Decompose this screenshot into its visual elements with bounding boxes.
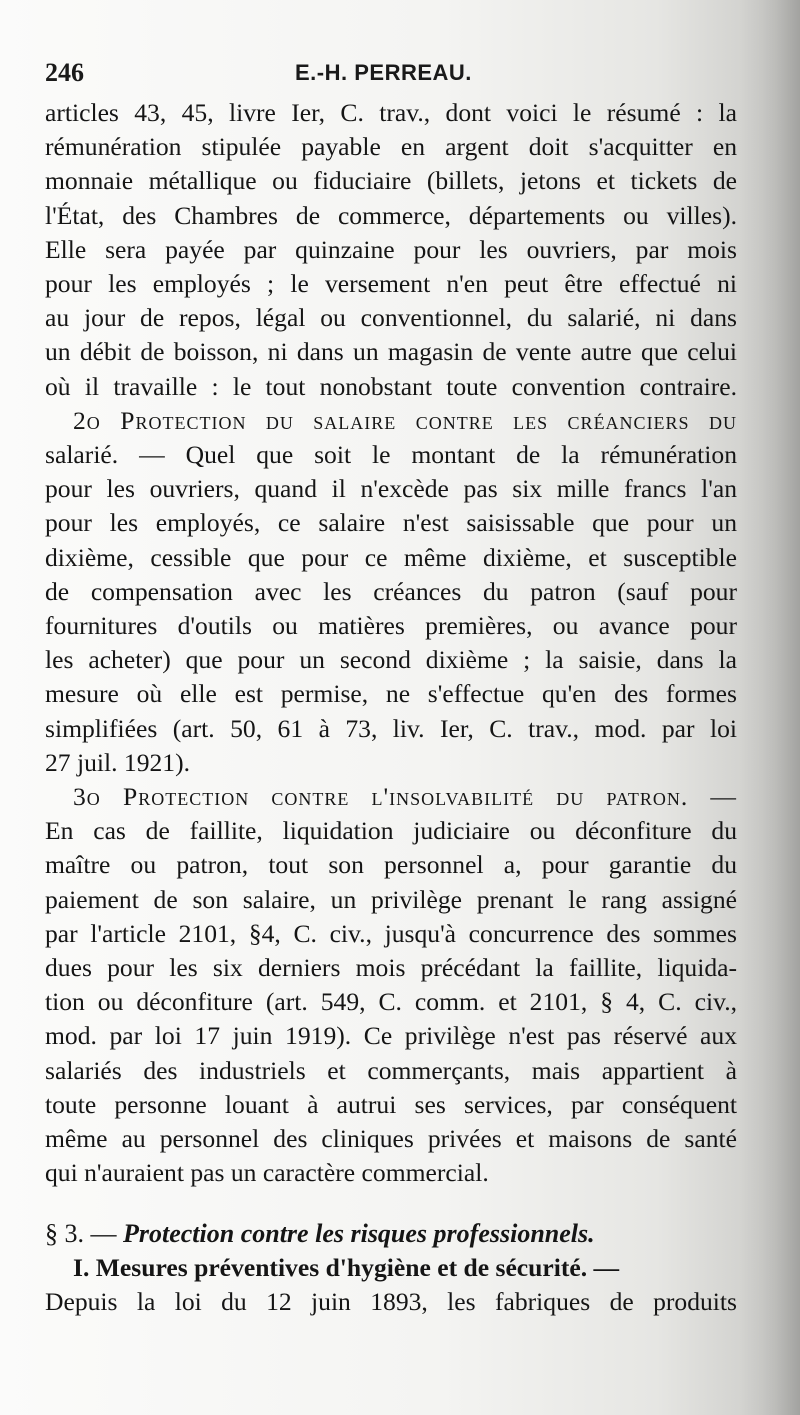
text-line: 27 juil. 1921).	[45, 747, 191, 777]
text-line: même au personnel des cliniques privées et maisons de santé	[45, 1124, 737, 1154]
page-number: 246	[45, 58, 84, 87]
text-line: paiement de son salaire, un privilège prenant le rang assigné	[45, 884, 737, 914]
text-line: où il travaille : le tout nonobstant toute convention contraire.	[45, 371, 737, 401]
section-title: Protection contre les risques professionnels.	[123, 1218, 595, 1248]
paragraph-heading: I. Mesures préventives d'hygiène et de sécurité. —	[73, 1252, 620, 1282]
text-line: dues pour les six derniers mois précédant la faillite, liquida-	[45, 953, 737, 983]
section-heading	[45, 1217, 737, 1251]
text-line: pour les employés ; le versement n'en peut être effectué ni	[45, 269, 737, 299]
text-line: les acheter) que pour un second dixième ; la saisie, dans la	[45, 645, 737, 675]
text-line: pour les employés, ce salaire n'est saisissable que pour un	[45, 508, 737, 538]
text-line: maître ou patron, tout son personnel a, pour garantie du	[45, 850, 737, 880]
paragraph-wage-payment	[45, 96, 737, 404]
text-line: mesure où elle est permise, ne s'effectue qu'en des formes	[45, 679, 737, 709]
text-line: salarié. — Quel que soit le montant de la rémunération	[45, 440, 737, 470]
text-line: monnaie métallique ou fiduciaire (billets, jetons et tickets de	[45, 166, 737, 196]
text-line: fournitures d'outils ou matières premières, ou avance pour	[45, 611, 737, 641]
section-spacer	[45, 1191, 737, 1205]
text-line: par l'article 2101, §4, C. civ., jusqu'à concurrence des sommes	[45, 918, 737, 948]
text-line: toute personne louant à autrui ses services, par conséquent	[45, 1089, 737, 1119]
paragraph-heading: 2o Protection du salaire contre les créanciers du	[73, 405, 737, 435]
text-line: articles 43, 45, livre Ier, C. trav., dont voici le résumé : la	[45, 98, 737, 127]
text-line: salariés des industriels et commerçants, mais appartient à	[45, 1055, 737, 1085]
text-line: pour les ouvriers, quand il n'excède pas six mille francs l'an	[45, 474, 737, 504]
text-line: Depuis la loi du 12 juin 1893, les fabriques de produits	[45, 1286, 737, 1316]
page-header	[45, 58, 745, 94]
paragraph-heading: 3o Protection contre l'insolvabilité du patron. —	[73, 782, 737, 812]
text-line: rémunération stipulée payable en argent doit s'acquitter en	[45, 132, 737, 162]
text-line: Elle sera payée par quinzaine pour les ouvriers, par mois	[45, 234, 737, 264]
paragraph-creditor-protection	[45, 404, 737, 780]
paragraph-insolvency-protection	[45, 780, 737, 1190]
text-line: tion ou déconfiture (art. 549, C. comm. et 2101, § 4, C. civ.,	[45, 987, 737, 1017]
text-line: l'État, des Chambres de commerce, départements ou villes).	[45, 200, 737, 230]
section-number: § 3. —	[45, 1218, 117, 1248]
text-line: qui n'auraient pas un caractère commercial.	[45, 1158, 489, 1188]
running-head: E.-H. PERREAU.	[295, 60, 472, 85]
text-line: au jour de repos, légal ou conventionnel, du salarié, ni dans	[45, 303, 737, 333]
text-line: mod. par loi 17 juin 1919). Ce privilège n'est pas réservé aux	[45, 1021, 737, 1051]
text-line: de compensation avec les créances du patron (sauf pour	[45, 576, 737, 606]
page-body	[45, 96, 737, 1319]
text-line: un débit de boisson, ni dans un magasin de vente autre que celui	[45, 337, 737, 367]
paragraph-preventive-measures	[45, 1251, 737, 1319]
text-line: simplifiées (art. 50, 61 à 73, liv. Ier, C. trav., mod. par loi	[45, 713, 737, 743]
text-line: En cas de faillite, liquidation judiciaire ou déconfiture du	[45, 816, 737, 846]
text-line: dixième, cessible que pour ce même dixième, et susceptible	[45, 542, 737, 572]
page-gutter-shadow	[740, 0, 800, 1415]
